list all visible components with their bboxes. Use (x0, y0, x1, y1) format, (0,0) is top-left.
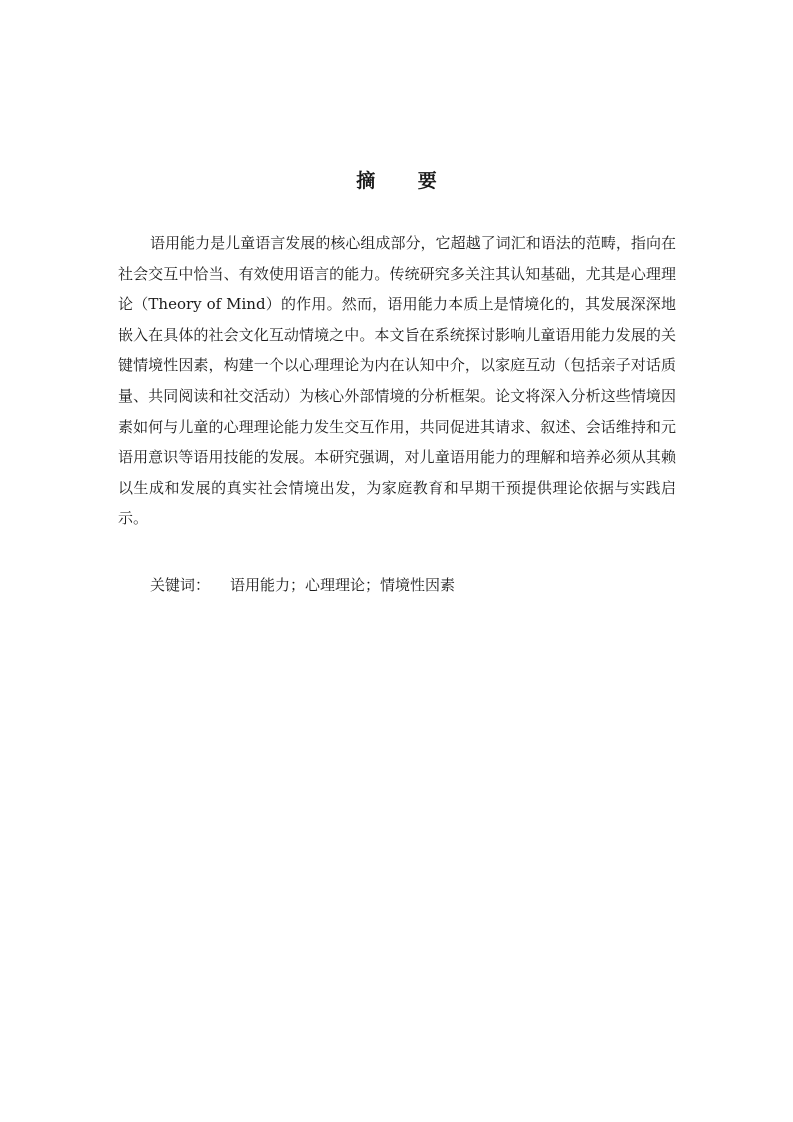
abstract-body: 语用能力是儿童语言发展的核心组成部分，它超越了词汇和语法的范畴，指向在社会交互中恰当、有效使用语言的能力。传统研究多关注其认知基础，尤其是心理理论（Theory of Mind）的作用。然而，语用能力本质上是情境化的，其发展深深地嵌入在具体的社会文化互动情境之中。本文旨在系统探讨影响儿童语用能力发展的关键情境性因素，构建一个以心理理论为内在认知中介，以家庭互动（包括亲子对话质量、共同阅读和社交活动）为核心外部情境的分析框架。论文将深入分析这些情境因素如何与儿童的心理理论能力发生交互作用，共同促进其请求、叙述、会话维持和元语用意识等语用技能的发展。本研究强调，对儿童语用能力的理解和培养必须从其赖以生成和发展的真实社会情境出发，为家庭教育和早期干预提供理论依据与实践启示。 (118, 234, 676, 528)
keywords-label: 关键词： (150, 576, 211, 594)
keywords-line (150, 572, 670, 598)
abstract-title: 摘 要 (356, 170, 455, 192)
keywords-list: 语用能力；心理理论；情境性因素 (230, 576, 456, 594)
